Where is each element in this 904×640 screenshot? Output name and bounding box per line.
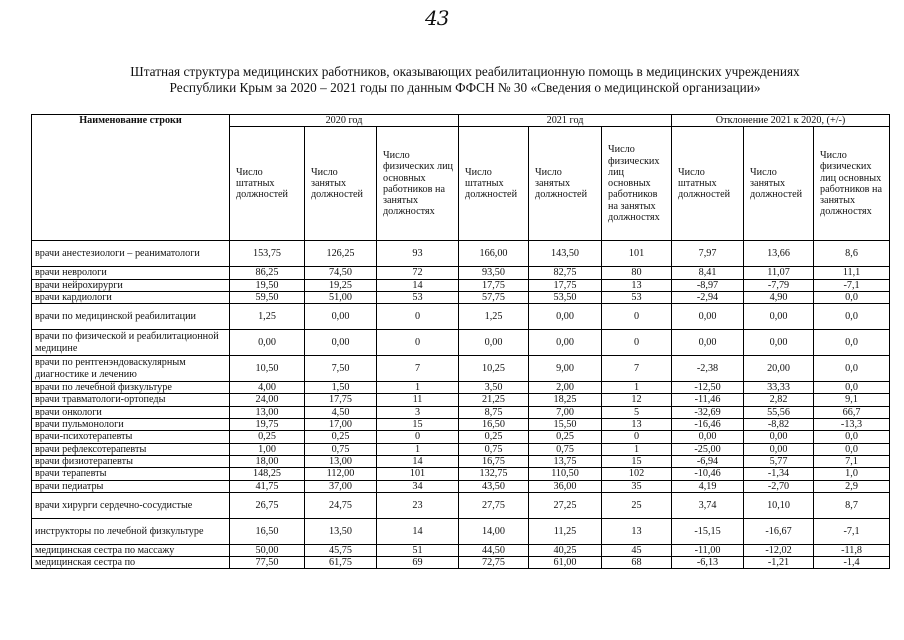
cell-value: 27,25 [529, 492, 602, 518]
cell-value: 1 [602, 382, 672, 394]
cell-value: 102 [602, 468, 672, 480]
cell-value: 1 [377, 443, 459, 455]
cell-value: 0,00 [305, 330, 377, 356]
col-header: Число занятых должностей [305, 127, 377, 241]
table-row [32, 544, 890, 556]
cell-value: 1 [602, 443, 672, 455]
cell-value: 0,25 [459, 431, 529, 443]
cell-value: 93,50 [459, 267, 529, 279]
row-name: медицинская сестра по массажу [32, 544, 230, 556]
cell-value: 3,50 [459, 382, 529, 394]
cell-value: 4,00 [230, 382, 305, 394]
cell-value: 16,50 [459, 419, 529, 431]
cell-value: 0,0 [814, 382, 890, 394]
cell-value: 11,1 [814, 267, 890, 279]
cell-value: 15 [377, 419, 459, 431]
cell-value: 0 [602, 304, 672, 330]
cell-value: -2,94 [672, 291, 744, 303]
cell-value: 18,25 [529, 394, 602, 406]
cell-value: 13,50 [305, 518, 377, 544]
row-name: врачи-психотерапевты [32, 431, 230, 443]
cell-value: 5,77 [744, 455, 814, 467]
cell-value: 0 [377, 304, 459, 330]
cell-value: -6,94 [672, 455, 744, 467]
cell-value: -16,46 [672, 419, 744, 431]
cell-value: 0,00 [305, 304, 377, 330]
cell-value: 17,75 [529, 279, 602, 291]
cell-value: 43,50 [459, 480, 529, 492]
cell-value: -8,82 [744, 419, 814, 431]
cell-value: 166,00 [459, 241, 529, 267]
cell-value: 27,75 [459, 492, 529, 518]
cell-value: 3 [377, 406, 459, 418]
group-deviation: Отклонение 2021 к 2020, (+/-) [672, 115, 890, 127]
cell-value: 0 [602, 431, 672, 443]
col-header: Число штатных должностей [672, 127, 744, 241]
cell-value: 1,25 [230, 304, 305, 330]
cell-value: 7,00 [529, 406, 602, 418]
col-header: Число занятых должностей [529, 127, 602, 241]
cell-value: 0,00 [672, 330, 744, 356]
cell-value: -2,38 [672, 356, 744, 382]
row-name: врачи рефлексотерапевты [32, 443, 230, 455]
table-row [32, 394, 890, 406]
cell-value: 7,97 [672, 241, 744, 267]
cell-value: 7,1 [814, 455, 890, 467]
row-name: врачи по рентгенэндоваскулярным диагностике и лечению [32, 356, 230, 382]
row-name: врачи терапевты [32, 468, 230, 480]
cell-value: 80 [602, 267, 672, 279]
cell-value: 1,25 [459, 304, 529, 330]
cell-value: 72 [377, 267, 459, 279]
cell-value: 7 [602, 356, 672, 382]
cell-value: 24,00 [230, 394, 305, 406]
cell-value: 16,75 [459, 455, 529, 467]
cell-value: 14,00 [459, 518, 529, 544]
cell-value: 37,00 [305, 480, 377, 492]
cell-value: 36,00 [529, 480, 602, 492]
row-name: врачи по лечебной физкультуре [32, 382, 230, 394]
cell-value: 3,74 [672, 492, 744, 518]
cell-value: 10,50 [230, 356, 305, 382]
cell-value: -25,00 [672, 443, 744, 455]
row-name: врачи нейрохирурги [32, 279, 230, 291]
cell-value: 0,75 [459, 443, 529, 455]
cell-value: 19,75 [230, 419, 305, 431]
table-row [32, 267, 890, 279]
row-name: врачи хирурги сердечно-сосудистые [32, 492, 230, 518]
col-header: Число физических лиц основных работников на занятых должностях [814, 127, 890, 241]
row-name: врачи анестезиологи – реаниматологи [32, 241, 230, 267]
cell-value: 41,75 [230, 480, 305, 492]
cell-value: -1,21 [744, 557, 814, 569]
row-name: врачи травматологи-ортопеды [32, 394, 230, 406]
cell-value: 2,82 [744, 394, 814, 406]
cell-value: 53 [602, 291, 672, 303]
cell-value: 0 [377, 330, 459, 356]
cell-value: 153,75 [230, 241, 305, 267]
cell-value: 74,50 [305, 267, 377, 279]
cell-value: 9,00 [529, 356, 602, 382]
cell-value: 14 [377, 455, 459, 467]
cell-value: 77,50 [230, 557, 305, 569]
cell-value: 110,50 [529, 468, 602, 480]
page-number: 43 [425, 6, 449, 30]
cell-value: 19,50 [230, 279, 305, 291]
cell-value: 0,00 [230, 330, 305, 356]
cell-value: 1,50 [305, 382, 377, 394]
title-line-2: Республики Крым за 2020 – 2021 годы по данным ФФСН № 30 «Сведения о медицинской организации» [169, 80, 761, 95]
cell-value: 0,0 [814, 330, 890, 356]
cell-value: 10,10 [744, 492, 814, 518]
cell-value: -7,1 [814, 518, 890, 544]
cell-value: 112,00 [305, 468, 377, 480]
cell-value: 8,7 [814, 492, 890, 518]
cell-value: 55,56 [744, 406, 814, 418]
cell-value: 0,75 [529, 443, 602, 455]
cell-value: 148,25 [230, 468, 305, 480]
cell-value: 51 [377, 544, 459, 556]
cell-value: 8,75 [459, 406, 529, 418]
cell-value: 15,50 [529, 419, 602, 431]
cell-value: 14 [377, 518, 459, 544]
cell-value: 0,00 [672, 304, 744, 330]
cell-value: 34 [377, 480, 459, 492]
table-row [32, 455, 890, 467]
cell-value: 15 [602, 455, 672, 467]
cell-value: 4,90 [744, 291, 814, 303]
cell-value: 14 [377, 279, 459, 291]
cell-value: 18,00 [230, 455, 305, 467]
cell-value: 72,75 [459, 557, 529, 569]
cell-value: 53,50 [529, 291, 602, 303]
cell-value: 101 [602, 241, 672, 267]
cell-value: 13 [602, 518, 672, 544]
col-header: Число штатных должностей [230, 127, 305, 241]
cell-value: 53 [377, 291, 459, 303]
row-name: врачи физиотерапевты [32, 455, 230, 467]
table-row [32, 557, 890, 569]
cell-value: 0,0 [814, 356, 890, 382]
cell-value: 0,25 [230, 431, 305, 443]
cell-value: 45,75 [305, 544, 377, 556]
cell-value: 0,25 [529, 431, 602, 443]
document-title [40, 64, 890, 96]
cell-value: 20,00 [744, 356, 814, 382]
cell-value: -32,69 [672, 406, 744, 418]
cell-value: 13 [602, 279, 672, 291]
cell-value: 0,00 [529, 330, 602, 356]
row-name: медицинская сестра по [32, 557, 230, 569]
cell-value: 61,00 [529, 557, 602, 569]
row-name: врачи неврологи [32, 267, 230, 279]
table-row [32, 419, 890, 431]
cell-value: 11,07 [744, 267, 814, 279]
col-header: Число штатных должностей [459, 127, 529, 241]
cell-value: 2,9 [814, 480, 890, 492]
cell-value: -11,46 [672, 394, 744, 406]
cell-value: 0,00 [672, 431, 744, 443]
table-row [32, 382, 890, 394]
cell-value: 4,19 [672, 480, 744, 492]
cell-value: 66,7 [814, 406, 890, 418]
col-header: Число физических лиц основных работников на занятых должностях [377, 127, 459, 241]
cell-value: 26,75 [230, 492, 305, 518]
cell-value: 8,41 [672, 267, 744, 279]
title-line-1: Штатная структура медицинских работников, оказывающих реабилитационную помощь в медицинских учреждениях [130, 64, 800, 79]
col-header: Число занятых должностей [744, 127, 814, 241]
cell-value: -15,15 [672, 518, 744, 544]
cell-value: 17,75 [305, 394, 377, 406]
cell-value: 0 [602, 330, 672, 356]
cell-value: 0,75 [305, 443, 377, 455]
cell-value: -16,67 [744, 518, 814, 544]
cell-value: 11,25 [529, 518, 602, 544]
cell-value: -7,1 [814, 279, 890, 291]
cell-value: -1,4 [814, 557, 890, 569]
group-2020: 2020 год [230, 115, 459, 127]
cell-value: 59,50 [230, 291, 305, 303]
table-row [32, 431, 890, 443]
cell-value: 4,50 [305, 406, 377, 418]
cell-value: 24,75 [305, 492, 377, 518]
cell-value: 0,00 [744, 304, 814, 330]
cell-value: 0,0 [814, 291, 890, 303]
cell-value: 7,50 [305, 356, 377, 382]
cell-value: 2,00 [529, 382, 602, 394]
cell-value: 8,6 [814, 241, 890, 267]
cell-value: 50,00 [230, 544, 305, 556]
cell-value: -7,79 [744, 279, 814, 291]
cell-value: 12 [602, 394, 672, 406]
staffing-table [31, 114, 890, 569]
cell-value: -8,97 [672, 279, 744, 291]
cell-value: -12,02 [744, 544, 814, 556]
cell-value: 40,25 [529, 544, 602, 556]
table-body [32, 241, 890, 569]
cell-value: 126,25 [305, 241, 377, 267]
cell-value: 86,25 [230, 267, 305, 279]
cell-value: 82,75 [529, 267, 602, 279]
cell-value: 10,25 [459, 356, 529, 382]
cell-value: 11 [377, 394, 459, 406]
cell-value: 1,00 [230, 443, 305, 455]
cell-value: 0 [377, 431, 459, 443]
cell-value: 57,75 [459, 291, 529, 303]
cell-value: 9,1 [814, 394, 890, 406]
cell-value: -1,34 [744, 468, 814, 480]
cell-value: 69 [377, 557, 459, 569]
cell-value: 23 [377, 492, 459, 518]
row-name: врачи онкологи [32, 406, 230, 418]
cell-value: 0,00 [459, 330, 529, 356]
cell-value: 13,00 [305, 455, 377, 467]
cell-value: -6,13 [672, 557, 744, 569]
table-row [32, 492, 890, 518]
cell-value: 101 [377, 468, 459, 480]
row-name: врачи по физической и реабилитационной медицине [32, 330, 230, 356]
cell-value: 13,66 [744, 241, 814, 267]
cell-value: -11,8 [814, 544, 890, 556]
table-row [32, 468, 890, 480]
cell-value: 13,00 [230, 406, 305, 418]
cell-value: 0,0 [814, 304, 890, 330]
cell-value: 7 [377, 356, 459, 382]
cell-value: 1,0 [814, 468, 890, 480]
table-row [32, 241, 890, 267]
row-name: врачи по медицинской реабилитации [32, 304, 230, 330]
header-row-groups [32, 115, 890, 127]
cell-value: 0,0 [814, 431, 890, 443]
cell-value: 0,00 [744, 431, 814, 443]
cell-value: 0,00 [744, 330, 814, 356]
cell-value: 5 [602, 406, 672, 418]
cell-value: 1 [377, 382, 459, 394]
cell-value: 13 [602, 419, 672, 431]
table-row [32, 330, 890, 356]
table-row [32, 291, 890, 303]
cell-value: -12,50 [672, 382, 744, 394]
group-2021: 2021 год [459, 115, 672, 127]
cell-value: 61,75 [305, 557, 377, 569]
cell-value: -13,3 [814, 419, 890, 431]
cell-value: 16,50 [230, 518, 305, 544]
cell-value: 132,75 [459, 468, 529, 480]
cell-value: 44,50 [459, 544, 529, 556]
table-row [32, 443, 890, 455]
table-row [32, 480, 890, 492]
col-header: Число физических лиц основных работников на занятых должностях [602, 127, 672, 241]
row-name: врачи кардиологи [32, 291, 230, 303]
table-row [32, 518, 890, 544]
cell-value: 51,00 [305, 291, 377, 303]
cell-value: 17,00 [305, 419, 377, 431]
cell-value: 45 [602, 544, 672, 556]
cell-value: 19,25 [305, 279, 377, 291]
table-row [32, 279, 890, 291]
cell-value: -10,46 [672, 468, 744, 480]
row-name: инструкторы по лечебной физкультуре [32, 518, 230, 544]
table-row [32, 304, 890, 330]
table-row [32, 406, 890, 418]
cell-value: 35 [602, 480, 672, 492]
cell-value: 68 [602, 557, 672, 569]
cell-value: 17,75 [459, 279, 529, 291]
cell-value: 13,75 [529, 455, 602, 467]
cell-value: 0,00 [744, 443, 814, 455]
cell-value: 25 [602, 492, 672, 518]
table-row [32, 356, 890, 382]
cell-value: 93 [377, 241, 459, 267]
cell-value: 143,50 [529, 241, 602, 267]
cell-value: -2,70 [744, 480, 814, 492]
cell-value: -11,00 [672, 544, 744, 556]
row-header: Наименование строки [32, 115, 230, 241]
cell-value: 0,25 [305, 431, 377, 443]
cell-value: 21,25 [459, 394, 529, 406]
cell-value: 0,0 [814, 443, 890, 455]
row-name: врачи педиатры [32, 480, 230, 492]
cell-value: 0,00 [529, 304, 602, 330]
row-name: врачи пульмонологи [32, 419, 230, 431]
cell-value: 33,33 [744, 382, 814, 394]
